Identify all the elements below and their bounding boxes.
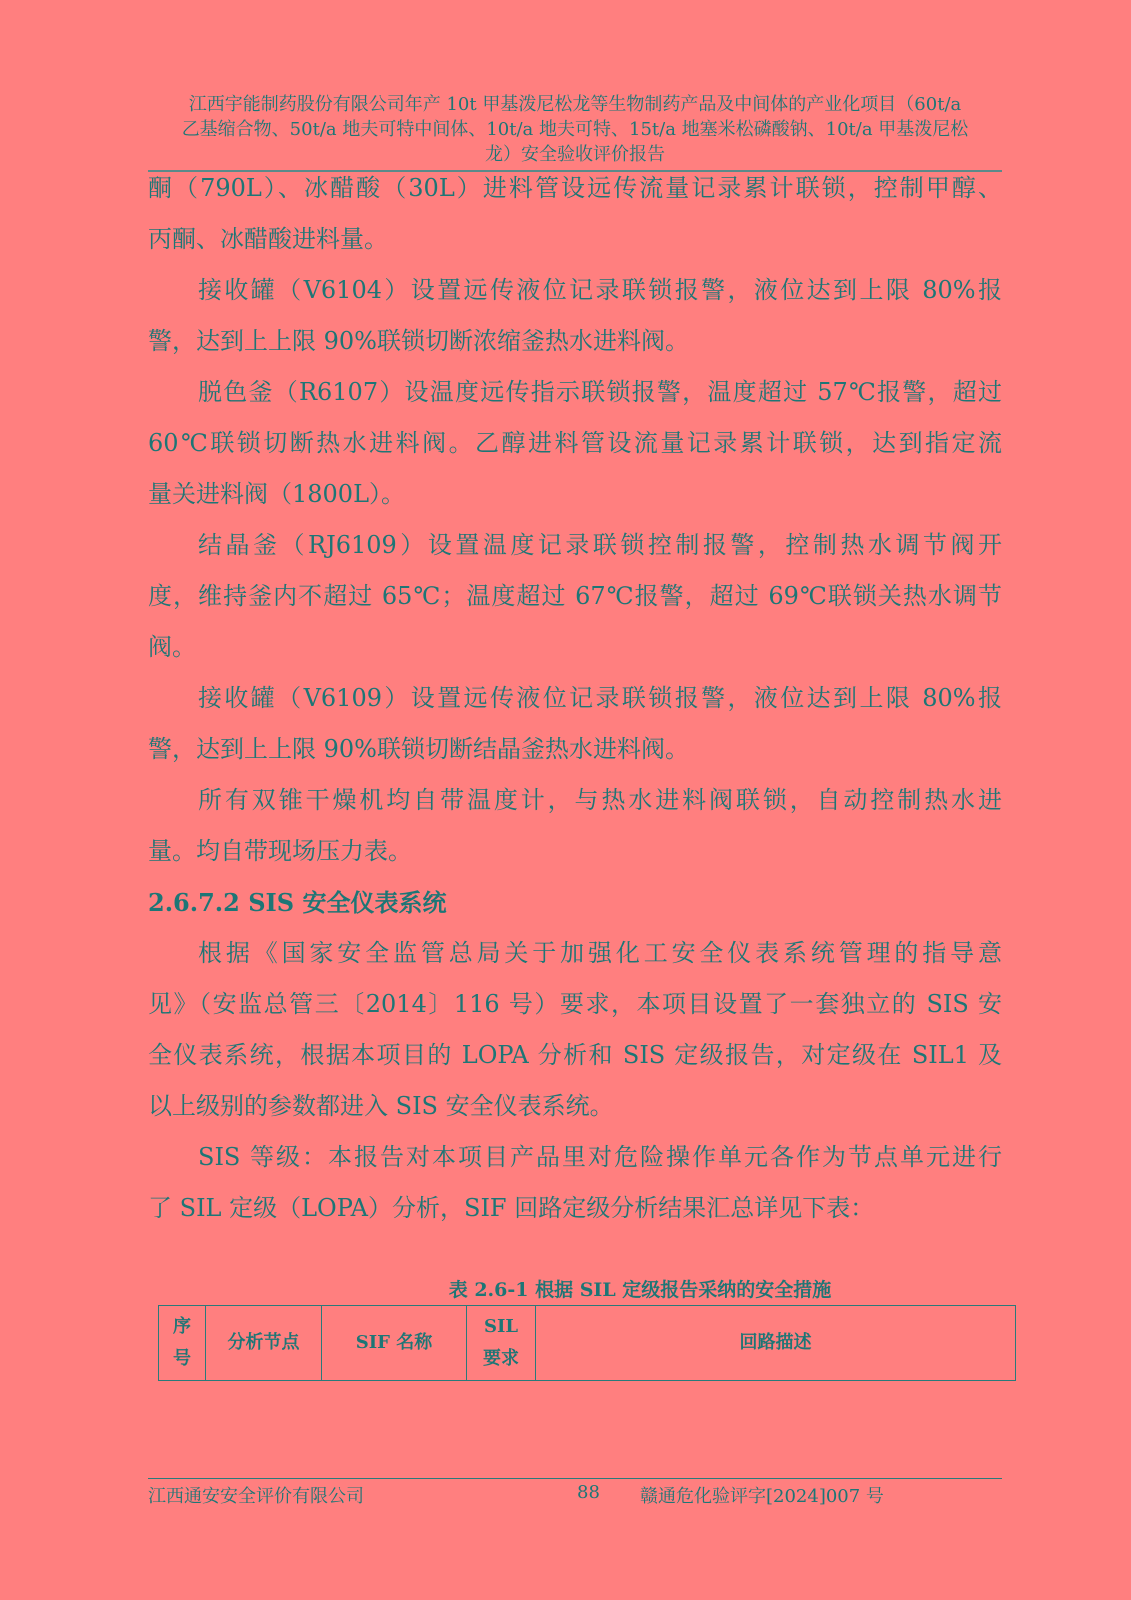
section-heading: 2.6.7.2 SIS 安全仪表系统 [148, 888, 447, 917]
header-loop-desc: 回路描述 [536, 1306, 1016, 1381]
body-line: SIS 等级：本报告对本项目产品里对危险操作单元各作为节点单元进行 [198, 1143, 1002, 1171]
body-line: 见》（安监总管三〔2014〕116 号）要求，本项目设置了一套独立的 SIS 安 [148, 990, 1002, 1018]
body-line: 全仪表系统，根据本项目的 LOPA 分析和 SIS 定级报告，对定级在 SIL1 及 [148, 1041, 1002, 1069]
body-line: 接收罐（V6109）设置远传液位记录联锁报警，液位达到上限 80%报 [198, 684, 1002, 712]
body-line: 丙酮、冰醋酸进料量。 [148, 225, 388, 253]
body-line: 量关进料阀（1800L）。 [148, 480, 406, 508]
body-line: 阀。 [148, 633, 196, 661]
body-line: 脱色釜（R6107）设温度远传指示联锁报警，温度超过 57℃报警，超过 [198, 378, 1002, 406]
body-line: 60℃联锁切断热水进料阀。乙醇进料管设流量记录累计联锁，达到指定流 [148, 429, 1002, 457]
body-line: 以上级别的参数都进入 SIS 安全仪表系统。 [148, 1092, 614, 1120]
body-line: 接收罐（V6104）设置远传液位记录联锁报警，液位达到上限 80%报 [198, 276, 1002, 304]
body-line: 量。均自带现场压力表。 [148, 837, 412, 865]
body-line: 度，维持釜内不超过 65℃；温度超过 67℃报警，超过 69℃联锁关热水调节 [148, 582, 1002, 610]
header-sif-name: SIF 名称 [322, 1306, 467, 1381]
running-header [148, 92, 1002, 167]
body-line: 警，达到上上限 90%联锁切断浓缩釜热水进料阀。 [148, 327, 689, 355]
header-line: 龙）安全验收评价报告 [485, 144, 665, 165]
body-line: 根据《国家安全监管总局关于加强化工安全仪表系统管理的指导意 [198, 939, 1002, 967]
page-number: 88 [577, 1482, 600, 1503]
header-index: 序 号 [159, 1306, 206, 1381]
footer-divider [148, 1478, 1002, 1479]
body-line: 警，达到上上限 90%联锁切断结晶釜热水进料阀。 [148, 735, 689, 763]
doc-number: 赣通危化验评字[2024]007 号 [640, 1486, 884, 1507]
body-line: 结晶釜（RJ6109）设置温度记录联锁控制报警，控制热水调节阀开 [198, 531, 1002, 559]
header-sil: SIL 要求 [467, 1306, 536, 1381]
table-header-row [159, 1306, 1016, 1381]
table-caption: 表 2.6-1 根据 SIL 定级报告采纳的安全措施 [448, 1279, 832, 1301]
body-line: 了 SIL 定级（LOPA）分析，SIF 回路定级分析结果汇总详见下表： [148, 1194, 875, 1222]
header-line: 江西宇能制药股份有限公司年产 10t 甲基泼尼松龙等生物制药产品及中间体的产业化项目（60t/a [188, 94, 962, 115]
sif-table [158, 1305, 1016, 1381]
body-text [148, 163, 1002, 1234]
footer-company: 江西通安安全评价有限公司 [148, 1486, 364, 1507]
header-line: 乙基缩合物、50t/a 地夫可特中间体、10t/a 地夫可特、15t/a 地塞米松磷酸钠、10t/a 甲基泼尼松 [181, 119, 969, 140]
body-line: 酮（790L）、冰醋酸（30L）进料管设远传流量记录累计联锁，控制甲醇、 [148, 174, 1002, 202]
header-node: 分析节点 [206, 1306, 322, 1381]
body-line: 所有双锥干燥机均自带温度计，与热水进料阀联锁，自动控制热水进 [198, 786, 1002, 814]
